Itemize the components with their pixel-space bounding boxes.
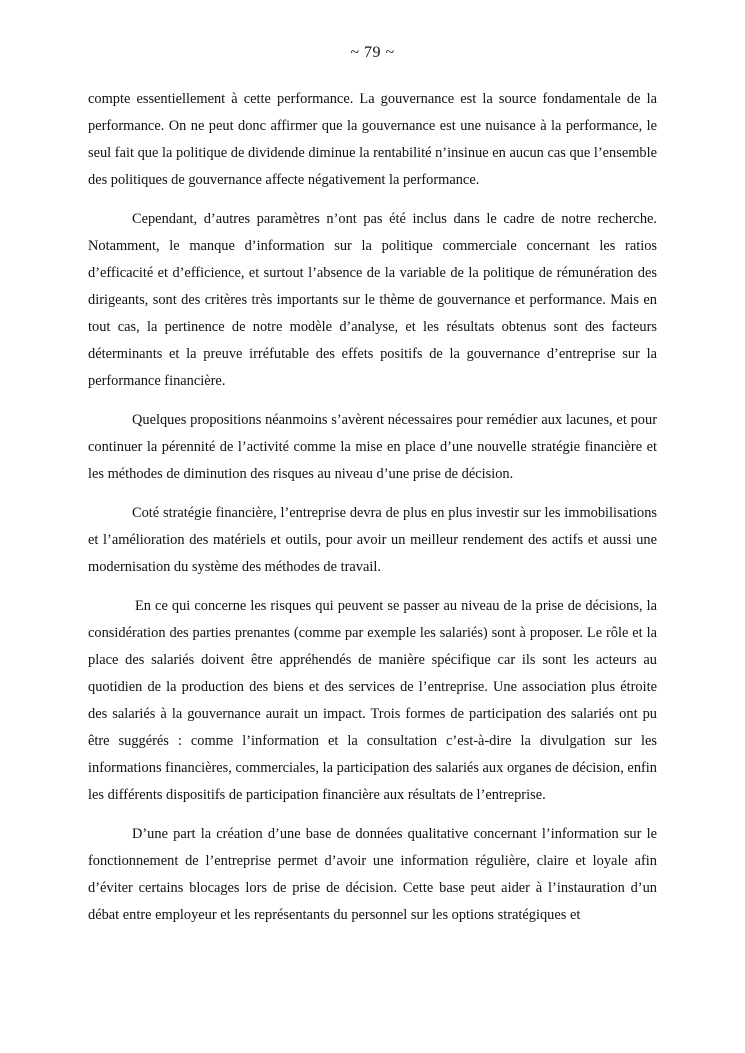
paragraph-propositions: Quelques propositions néanmoins s’avèrent nécessaires pour remédier aux lacunes, et pour continuer la pérennité de l’activité comme la mise en place d’une nouvelle stratégie financière et les méthodes de diminution des risques au niveau d’une prise de décision. [88,412,657,482]
body-text [88,86,657,941]
page-number: ~ 79 ~ [350,44,395,61]
paragraph-limitations: Cependant, d’autres paramètres n’ont pas été inclus dans le cadre de notre recherche. Notamment, le manque d’information sur la politique commerciale concernant les ratios d’efficacité et d’efficience, et surtout l’absence de la variable de la politique de rémunération des dirigeants, sont des critères très importants sur le thème de gouvernance et performance. Mais en tout cas, la pertinence de notre modèle d’analyse, et les résultats obtenus sont des facteurs déterminants et la preuve irréfutable des effets positifs de la gouvernance d’entreprise sur la performance financière. [88,211,657,389]
paragraph-continuation: compte essentiellement à cette performance. La gouvernance est la source fondamentale de la performance. On ne peut donc affirmer que la gouvernance est une nuisance à la performance, le seul fait que la politique de dividende diminue la rentabilité n’insinue en aucun cas que l’ensemble des politiques de gouvernance affecte négativement la performance. [88,91,657,188]
paragraph-database: D’une part la création d’une base de données qualitative concernant l’information sur le fonctionnement de l’entreprise permet d’avoir une information régulière, claire et loyale afin d’éviter certains blocages lors de prise de décision. Cette base peut aider à l’instauration d’un débat entre employeur et les représentants du personnel sur les options stratégiques et [88,826,657,923]
paragraph-decision-risks: En ce qui concerne les risques qui peuvent se passer au niveau de la prise de décisions, la considération des parties prenantes (comme par exemple les salariés) sont à proposer. Le rôle et la place des salariés doivent être appréhendés de manière spécifique car ils sont les acteurs au quotidien de la production des biens et des services de l’entreprise. Une association plus étroite des salariés à la gouvernance aurait un impact. Trois formes de participation des salariés ont pu être suggérés : comme l’information et la consultation c’est-à-dire la divulgation sur les informations financières, commerciales, la participation des salariés aux organes de décision, enfin les différents dispositifs de participation financière aux résultats de l’entreprise. [88,598,657,803]
paragraph-financial-strategy: Coté stratégie financière, l’entreprise devra de plus en plus investir sur les immobilisations et l’amélioration des matériels et outils, pour avoir un meilleur rendement des actifs et aussi une modernisation du système des méthodes de travail. [88,505,657,575]
